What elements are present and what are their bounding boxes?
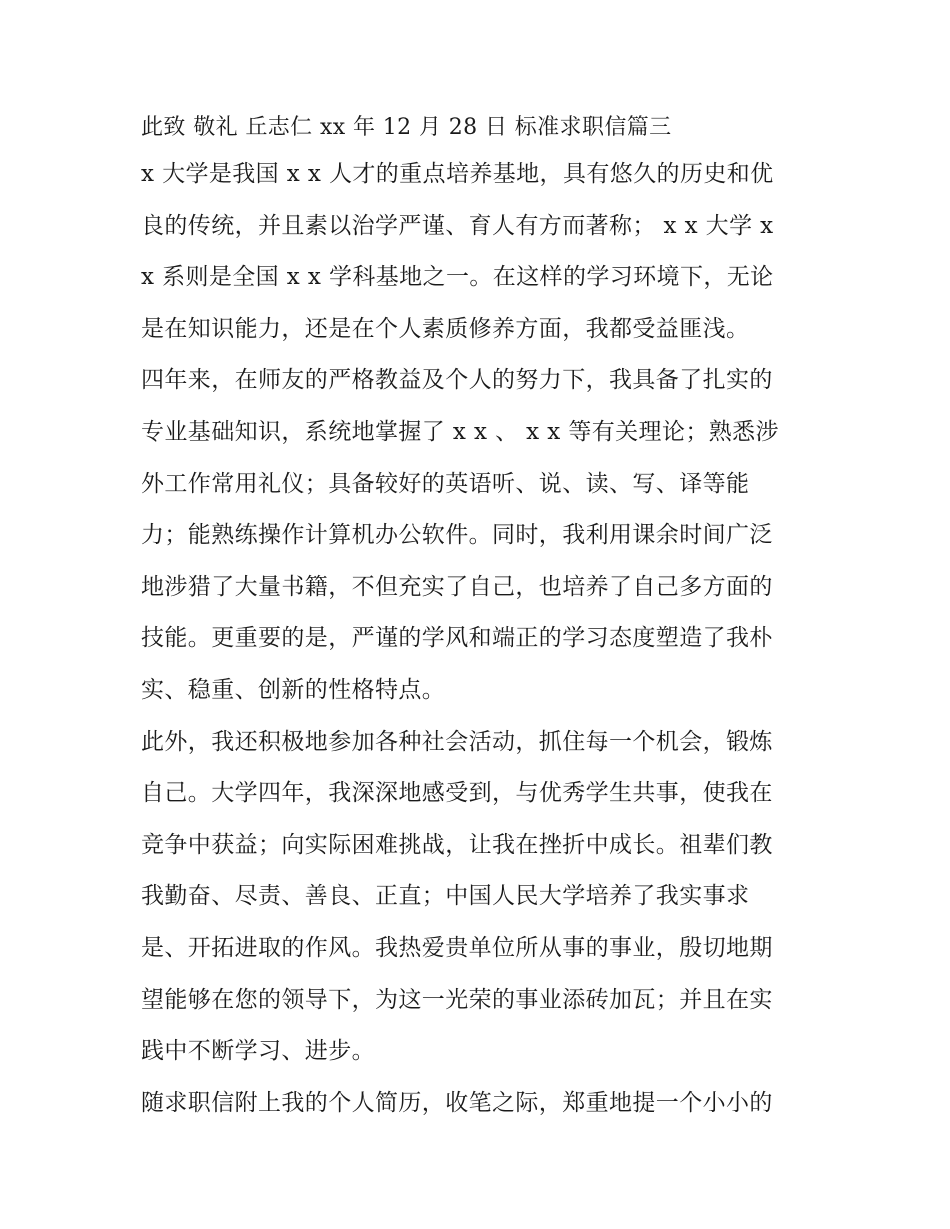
text-line: 望能够在您的领导下，为这一光荣的事业添砖加瓦；并且在实 [141, 986, 773, 1013]
text-line: 随求职信附上我的个人简历，收笔之际，郑重地提一个小小的 [141, 1089, 773, 1116]
text-line: x 大学是我国 x x 人才的重点培养基地，具有悠久的历史和优 [141, 161, 774, 187]
text-line: 技能。更重要的是，严谨的学风和端正的学习态度塑造了我朴 [141, 625, 773, 652]
text-line: 良的传统，并且素以治学严谨、育人有方而著称； x x 大学 x [141, 212, 774, 239]
text-line: x 系则是全国 x x 学科基地之一。在这样的学习环境下，无论 [141, 264, 774, 291]
text-line: 自己。大学四年，我深深地感受到，与优秀学生共事，使我在 [141, 780, 773, 807]
text-line: 我勤奋、尽责、善良、正直；中国人民大学培养了我实事求 [141, 883, 750, 910]
letter-body [141, 110, 821, 1136]
text-line: 专业基础知识，系统地掌握了 x x 、 x x 等有关理论；熟悉涉 [141, 418, 779, 445]
closing-and-section-title-line: 此致 敬礼 丘志仁 xx 年 12 月 28 日 标准求职信篇三 [141, 115, 672, 140]
text-line: 地涉猎了大量书籍，不但充实了自己，也培养了自己多方面的 [141, 573, 773, 600]
text-line: 实、稳重、创新的性格特点。 [141, 676, 446, 703]
text-line: 四年来，在师友的严格教益及个人的努力下，我具备了扎实的 [141, 367, 773, 394]
text-line: 此外，我还积极地参加各种社会活动，抓住每一个机会，锻炼 [141, 728, 773, 755]
text-line: 是、开拓进取的作风。我热爱贵单位所从事的事业，殷切地期 [141, 934, 773, 961]
text-line: 力；能熟练操作计算机办公软件。同时，我利用课余时间广泛 [141, 522, 773, 549]
text-line: 是在知识能力，还是在个人素质修养方面，我都受益匪浅。 [141, 315, 750, 342]
text-line: 践中不断学习、进步。 [141, 1038, 375, 1065]
text-line: 竞争中获益；向实际困难挑战，让我在挫折中成长。祖辈们教 [141, 831, 773, 858]
text-line: 外工作常用礼仪；具备较好的英语听、说、读、写、译等能 [141, 470, 750, 497]
